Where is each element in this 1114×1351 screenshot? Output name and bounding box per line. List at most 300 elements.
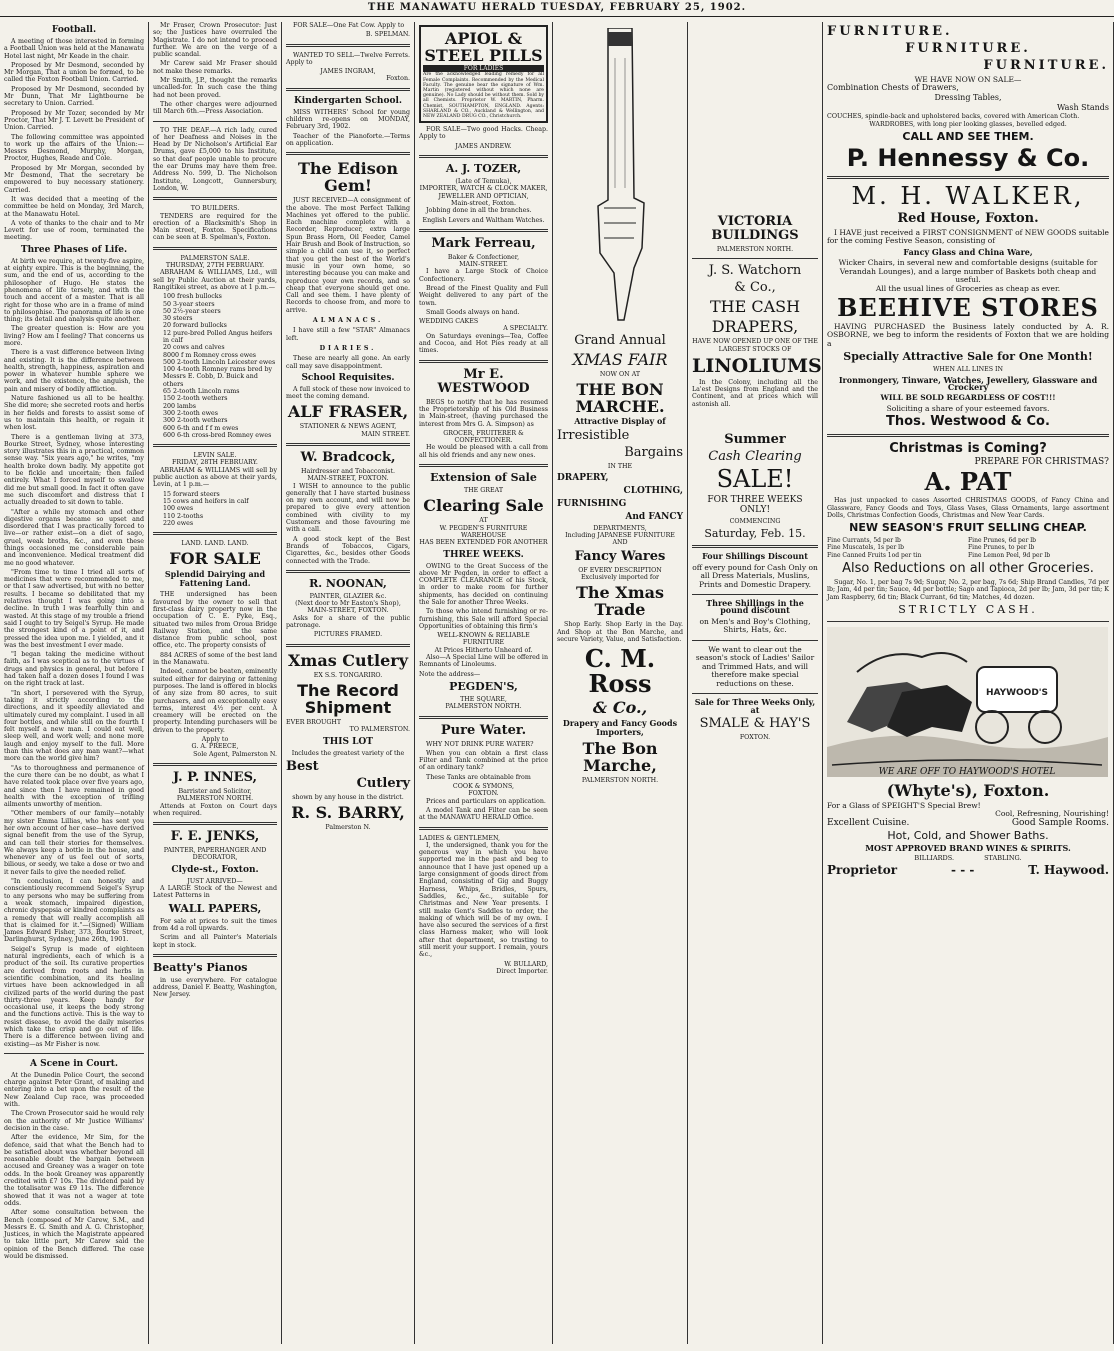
jenks-name: F. E. JENKS, (170, 829, 260, 845)
ladies-role: Direct Importer. (496, 967, 548, 975)
cutlery-heading: Xmas Cutlery (287, 650, 409, 670)
the-cash: THE CASH (709, 297, 801, 317)
hacks-contact: JAMES ANDREW. (455, 142, 512, 150)
paragraph: Mr Smith, J.P., thought the remarks uncalled-for. In such case the thing had not been proved. (153, 77, 277, 99)
noonan-body: Asks for a share of the public patronage. (286, 614, 410, 630)
noonan-name: R. NOONAN, (309, 576, 387, 590)
ferreau-cakes: WEDDING CAKES (419, 318, 479, 326)
apiol-ad (419, 25, 548, 123)
extension-three-weeks: THREE WEEKS. (443, 549, 524, 560)
land-agent: G. A. PREECE, (191, 743, 239, 751)
in-the: IN THE (607, 462, 633, 470)
divider (419, 155, 548, 158)
palmerston-sale-heading: PALMERSTON SALE. (180, 254, 250, 262)
phases-title: Three Phases of Life. (20, 244, 128, 255)
column-6 (688, 22, 823, 1344)
extension-prices: At Prices Hitherto Unheard of. (434, 646, 533, 654)
column-4 (415, 22, 553, 1344)
pegden-name: PEGDEN'S, (449, 679, 518, 693)
land-body: THE undersigned has been favoured by the owner to sell that first-class dairy property now in the occupation of C. E. Pyke, Esq., situated two miles from Oroua Bridge Railway Station, and the same distance from public school, post office, etc. The property consists of (153, 591, 277, 650)
summer: Summer (724, 432, 786, 448)
irresistible: Irresistible (557, 427, 630, 443)
list-item: 220 ewes (163, 519, 194, 527)
divider (286, 88, 410, 91)
westwood-name: Mr E. WESTWOOD (437, 366, 530, 396)
xmas-fair: XMAS FAIR (572, 350, 668, 369)
list-item: 15 cows and heifers in calf (163, 497, 249, 505)
school-body: A full stock of these now invoiced to meet the coming demand. (286, 385, 410, 401)
apiol-body: Are the acknowledged leading remedy for all Female Complaints. Recommended by the Medical Faculty. The genuine bear the signature of Wm. Martin (registered without which none are genuine). No Lady should be without them. Sold by all Chemists. Proprietor W. MARTIN, Pharm. Chemist, SOUTHAMPTON, ENGLAND. Agents: SHARLAND & CO., Auckland & Wellington, and NEW ZEALAND DRUG CO., Christchurch. (423, 72, 544, 119)
levin-sale-date: FRIDAY, 28TH FEBRUARY. (172, 459, 258, 467)
paragraph: The other charges were adjourned till March 6th.—Press Association. (153, 100, 277, 116)
attractive-display: Attractive Display of (574, 416, 666, 427)
water-who: COOK & SYMONS, (452, 783, 515, 791)
paragraph: There is a vast difference between living and existing. It is the difference between health, strength, happiness, aspiration and power in whatever humble sphere we work, and the existence, the anguish, the pain and misery of bodily affliction. (4, 349, 144, 393)
paragraph: The Crown Prosecutor said he would rely on the authority of Mr Justice Williams' decision in the case. (4, 1110, 144, 1132)
paragraph: Nature fashioned us all to be healthy. She did more; she secreted roots and herbs in her fields and forests to assist some of us to maintain this health, or regain it when lost. (4, 395, 144, 432)
hennessy: P. Hennessy & Co. (846, 143, 1090, 172)
palmerston-sale-intro: ABRAHAM & WILLIAMS, Ltd., will sell by Public Auction at their yards, Rangitikei street, as above at 1 p.m.— (153, 269, 277, 291)
list-item: 600 6-th and f f m ewes (163, 424, 239, 432)
victoria-buildings: VICTORIA BUILDINGS (711, 214, 799, 243)
exclusively-imported: Exclusively imported for (580, 574, 660, 582)
divider (153, 763, 277, 766)
bradcock-address: MAIN-STREET, FOXTON. (307, 475, 389, 483)
innes-place: PALMERSTON NORTH. (176, 795, 254, 803)
list-item: 150 2-tooth wethers (163, 395, 228, 403)
list-item: 200 lambs (163, 402, 197, 410)
ferreau-body-3: Small Goods always on hand. (426, 308, 520, 316)
extension-extended: HAS BEEN EXTENDED FOR ANOTHER (419, 539, 548, 547)
couches: COUCHES, spindle-back and upholstered backs, covered with American Cloth. (827, 113, 1080, 121)
barry-name: R. S. BARRY, (291, 803, 405, 823)
water-body: When you can obtain a first class Filter and Tank combined at the price of an ordinary tank? (419, 749, 548, 772)
water-place: FOXTON. (468, 790, 499, 798)
haywood-banner: WE ARE OFF TO HAYWOOD'S HOTEL (878, 766, 1056, 777)
kindergarten-heading: Kindergarten School. (293, 95, 403, 106)
extension-where: W. PEGDEN'S FURNITURE WAREHOUSE (439, 524, 528, 539)
list-item: 8000 f m Romney cross ewes (163, 351, 257, 359)
cash-clearing: Cash Clearing (708, 449, 802, 465)
wines-spirits: MOST APPROVED BRAND WINES & SPIRITS. (865, 843, 1071, 854)
masthead: THE MANAWATU HERALD TUESDAY, FEBRUARY 25, 1902. (0, 0, 1114, 17)
record-heading: The Record Shipment (297, 680, 399, 717)
list-item: Fine Prunes, to per lb (968, 544, 1035, 552)
red-house: Red House, Foxton. (897, 210, 1039, 226)
paragraph: "Other members of our family—notably my sister Emma Lillias, who has sent you her own account of her case—have derived signal benefit from the use of the Syrup, and can tell their stories for themselves. We always keep a bottle in the house, and whenever any of us feel out of sorts, bilious, or seedy, we take a dose or two and it never fails to give the needed relief. (4, 810, 144, 876)
pegden-square: THE SQUARE, (460, 695, 507, 703)
land-apply: Apply to (201, 736, 229, 744)
a-pat: A. PAT (924, 467, 1012, 497)
cow-ad: FOR SALE—One Fat Cow. Apply to (293, 22, 405, 29)
paragraph: It was decided that a meeting of the committee be held on Monday, 3rd March, at the Manawatu Hotel. (4, 195, 144, 218)
palmerston-north: PALMERSTON NORTH. (581, 777, 659, 785)
extension-heading: Extension of Sale (430, 471, 537, 485)
paragraph: After the evidence, Mr Sim, for the defence, said that what the Bench had to be satisfied about was whether beyond all reasonable doubt the bargain between accused and Greaney was a wager on tote odds. In the book Greaney was apparently credited with £7 10s. The dividend paid by the totalisator was £9 11s. The difference showed that it was not a wager at tote odds. (4, 1134, 144, 1207)
list-item: Fine Currants, 5d per lb (827, 537, 901, 545)
wash-stands: Wash Stands (1057, 103, 1109, 113)
proprietor-name: T. Haywood. (1028, 862, 1109, 877)
sugar-list: Sugar, No. 1, per bag 7s 9d; Sugar, No. 2, per bag, 7s 6d; Ship Brand Candles, 7d per lb; Jam, 4d per tin; Sauce, 4d per bottle; Sago and Tapioca, 2d per lb; Jam, 3d per tin; K Jam Raspberry, 6d tin; Black Currant, 6d tin; Matches, 4d dozen. (827, 579, 1109, 601)
including-japanese: Including JAPANESE FURNITURE (565, 532, 675, 540)
list-item: 65 2-tooth Lincoln rams (163, 388, 240, 396)
coach-sign-text: HAYWOOD'S (985, 687, 1049, 698)
bradcock-role: Hairdresser and Tobacconist. (300, 467, 396, 475)
list-item: 15 forward steers (163, 490, 220, 498)
ferreau-specialty: A SPECIALTY. (503, 325, 548, 333)
tozer-role-2: JEWELLER AND OPTICIAN, (438, 192, 529, 200)
wicker-chairs: Wicker Chairs, in several new and comfortable designs (suitable for Verandah Lounges), and a large number of Baskets both cheap and useful. (838, 258, 1098, 285)
almanacs-body: I have still a few "STAR" Almanacs left. (286, 327, 410, 342)
we-have-on-sale: WE HAVE NOW ON SALE— (914, 75, 1022, 84)
will-be-sold: WILL BE SOLD REGARDLESS OF COST!!! (880, 393, 1056, 403)
four-shillings-body: off every pound for Cash Only on all Dress Materials, Muslins, Prints and Domestic Drapery. (692, 562, 818, 589)
list-item: Fine Muscatels, 1s per lb (827, 544, 904, 552)
bradcock-body-2: A good stock kept of the Best Brands of Tobaccos, Cigars, Cigarettes, &c., besides other Goods connected with the Trade. (286, 535, 410, 565)
furnishing: FURNISHING (557, 498, 627, 509)
bargains: Bargains (624, 444, 683, 460)
linoliums: LINOLIUMS (692, 354, 822, 377)
almanacs-heading: ALMANACS. (312, 317, 384, 325)
kindergarten-body-2: Teacher of the Pianoforte.—Terms on application. (286, 132, 410, 147)
call-and-see: CALL AND SEE THEM. (902, 129, 1034, 143)
list-item: Fine Prunes, 6d per lb (968, 537, 1036, 545)
thos-westwood: Thos. Westwood & Co. (886, 413, 1050, 429)
tozer-name: A. J. TOZER, (445, 162, 522, 176)
school-heading: School Requisites. (301, 372, 395, 383)
christmas-coming: Christmas is Coming? (889, 440, 1047, 456)
ferreau-role: Baker & Confectioner, (447, 253, 520, 261)
ferreau-body: I have a Large Stock of Choice Confectionery. (419, 268, 548, 283)
paragraph: The greater question is: How are you living? How am I feeling? That concerns us more. (4, 325, 144, 347)
divider (153, 247, 277, 250)
noonan-pictures: PICTURES FRAMED. (313, 631, 383, 639)
kindergarten-body: MISS WITHERS' School for young children re-opens on MONDAY, February 3rd, 1902. (286, 108, 410, 131)
paragraph: "I began taking the medicine without faith, as I was sceptical as to the virtues of drugs and physics in general, but before I had taken half a dozen doses I found I was on the right track at last. (4, 651, 144, 688)
clear-out: We want to clear out the season's stock of Ladies' Sailor and Trimmed Hats, and will therefore make special reductions on these. (695, 644, 815, 688)
builders-body: TENDERS are required for the erection of a Blacksmith's Shop in Main street, Foxton. Specifications can be seen at B. Spelman's, Foxton. (153, 212, 277, 242)
land-for-sale: FOR SALE (169, 549, 261, 569)
stabling: STABLING. (984, 854, 1022, 863)
furniture-2: FURNITURE. (905, 41, 1031, 56)
divider (153, 532, 277, 535)
bon-marche-2: The Bon Marche, (582, 739, 658, 776)
barry-place: Palmerston N. (325, 824, 371, 832)
fraser-address: MAIN STREET. (361, 430, 410, 438)
extension-note: Note the address— (419, 670, 481, 678)
deaf-notice: TO THE DEAF.—A rich lady, cured of her Deafness and Noises in the Head by Dr Nicholson's Artificial Ear Drums, gave £5,000 to his Institute, so that deaf people unable to procure the ear Drums may have them free. Address No. 599, D. The Nicholson Institute, Longcott, Gunnersbury, London, W. (153, 126, 277, 192)
three-weeks-only: FOR THREE WEEKS ONLY! (707, 495, 803, 516)
water-body-2: These Tanks are obtainable from (426, 773, 531, 781)
pointing-hand-down-icon (590, 28, 650, 328)
list-item: 500 2-tooth Lincoln Leicester ewes (163, 358, 276, 366)
ladies-heading: LADIES & GENTLEMEN, (419, 834, 501, 842)
every-description: OF EVERY DESCRIPTION (578, 566, 662, 574)
now-on-at: NOW ON AT (599, 371, 641, 378)
list-item: 30 steers (163, 315, 193, 323)
column-5 (553, 22, 688, 1344)
water-body-4: A model Tank and Filter can be seen at the MANAWATU HERALD Office. (419, 806, 548, 822)
prepare-christmas: PREPARE FOR CHRISTMAS? (974, 456, 1109, 467)
smale-hay: SMALE & HAY'S (699, 715, 811, 731)
paragraph: There is a gentleman living at 373, Bourke Street, Sydney, whose interesting story illustrates this in a practical, common sense way. "Six years ago," he writes, "my health broke down badly. My appetite got to be fickle and uncertain; then failed entirely. What I forced myself to swallow did me but small good. In fact it often gave me such discomfort and distress that I actually dreaded to sit down to table. (4, 433, 144, 507)
column-1 (0, 22, 149, 1344)
speights: For a Glass of SPEIGHT'S Special Brew! (827, 801, 981, 811)
divider (4, 1053, 144, 1054)
westwood-role: GROCER, FRUITERER & CONFECTIONER. (443, 429, 524, 445)
innes-role: Barrister and Solicitor, (178, 787, 252, 795)
divider (692, 693, 818, 694)
fruit-list (827, 537, 1109, 559)
record-sub: EVER BROUGHT (286, 718, 342, 726)
divider (153, 444, 277, 447)
ferreau-address: MAIN-STREET. (459, 261, 508, 269)
drapery-importers: Drapery and Fancy Goods Importers, (562, 718, 678, 738)
levin-sale-heading: LEVIN SALE. (193, 452, 237, 460)
paragraph: Seigel's Syrup is made of eighteen natural ingredients, each of which is a product of the soil. Its curative properties are derived from roots and herbs in scientific combination, and its healing virtues have been acknowledged in all civilized parts of the world during the past thirty-three years. Keep handy for occasional use, it keeps the body strong and the functions active. This is the way to resist disease, to avoid the daily miseries which take the crisp and go out of life. There is a difference between living and existing—as Mr Fisher is now. (4, 945, 144, 1048)
divider (419, 827, 548, 830)
ferrets-ad-contact: JAMES INGRAM, (320, 68, 376, 76)
land-acres: 884 ACRES of some of the best land in the Manawatu. (153, 651, 277, 667)
furniture-3: FURNITURE. (983, 58, 1109, 73)
list-item: 50 3-year steers (163, 300, 215, 308)
paragraph: "After a while my stomach and other digestive organs became so upset and disordered that I was practically forced to live—or rather exist—on a diet of sago, gruel, weak broths, &c., and even these things occasioned me considerable pain and inconvenience. Medical treatment did me no good whatever. (4, 508, 144, 567)
paragraph: At the Dunedin Police Court, the second charge against Peter Grant, of making and entering into a bet upon the result of the New Zealand Cup race, was proceeded with. (4, 1071, 144, 1109)
and-text: AND (612, 539, 628, 547)
ironmongery: Ironmongery, Tinware, Watches, Jewellery, Glassware and Crockery (838, 374, 1098, 393)
lot-body: Includes the greatest variety of the (291, 749, 405, 757)
divider (286, 44, 410, 47)
divider (827, 176, 1109, 179)
divider (419, 360, 548, 363)
usual-lines: All the usual lines of Groceries as cheap as ever. (875, 283, 1061, 293)
paragraph: A meeting of those interested in forming a Football Union was held at the Manawatu Hotel last night, Mr Keade in the chair. (4, 38, 144, 60)
cutlery-ship: EX S.S. TONGARIRO. (313, 671, 383, 679)
clothing: CLOTHING, (623, 485, 683, 496)
jenks-wall-papers: WALL PAPERS, (168, 901, 262, 915)
dressing-tables: Dressing Tables, (934, 93, 1002, 103)
specially-attractive: Specially Attractive Sale for One Month! (843, 350, 1093, 364)
bradcock-body: I WISH to announce to the public generally that I have started business on my own account, and will now be prepared to give every attention combined with civility to my Customers and those favouring me with a call. (286, 482, 410, 534)
sale-three-weeks: Sale for Three Weeks Only, at (694, 697, 816, 715)
paragraph: "In short, I persevered with the Syrup, taking it strictly according to the directions, and it speedily alleviated and ultimately cured my complaint. I used in all four bottles, and while still on the fourth I felt myself a new man. I could eat well, sleep well, and work well; and none more laugh and enjoy myself to the full. More than this what does any man want?—what more can the world give him? (4, 689, 144, 763)
saturday-date: Saturday, Feb. 15. (704, 527, 806, 541)
hotel-amenities (827, 817, 1109, 828)
fancy-glass: Fancy Glass and China Ware, (903, 246, 1033, 257)
diaries-body: These are nearly all gone. An early call may save disappointment. (286, 355, 410, 370)
divider (827, 434, 1109, 437)
furniture-1: FURNITURE. (827, 24, 953, 39)
divider (419, 464, 548, 467)
column-3 (282, 22, 415, 1344)
edison-heading: The Edison Gem! (297, 159, 399, 196)
paragraph: Proposed by Mr Morgan, seconded by Mr Desmond, That the secretary be empowered to buy necessary stationery. Carried. (4, 164, 144, 194)
tozer-address: Main-street, Foxton. (451, 199, 516, 207)
paragraph: Proposed by Mr Desmond, seconded by Mr Morgan, That a union be formed, to be called the Foxton Football Union. Carried. (4, 61, 144, 84)
wardrobes: WARDROBES, with long pier looking glasses, bevelled edged. (869, 120, 1067, 128)
new-fruit: NEW SEASON'S FRUIT SELLING CHEAP. (849, 521, 1087, 535)
paragraph: Mr Fraser, Crown Prosecutor: Just so; the Justices have overruled the Magistrate. I do not intend to proceed further. We are on the verge of a public scandal. (153, 22, 277, 59)
a-pat-body: Has just unpacked to cases Assorted CHRISTMAS GOODS, of Fancy China and Glassware, Fancy Goods and Toys, Glass Vases, Glass Ornaments, large assortment Dolls, Christmas Confection Goods, Christmas and New Year Cards. (827, 497, 1109, 519)
ladies-signature: W. BULLARD, (504, 960, 548, 968)
spacer (692, 410, 818, 430)
list-item: 600 6-th cross-bred Romney ewes (163, 431, 272, 439)
ferreau-name: Mark Ferreau, (431, 235, 536, 251)
divider (153, 954, 277, 957)
drapers: DRAPERS, (711, 317, 799, 337)
commencing: COMMENCING (729, 518, 781, 526)
divider (827, 621, 1109, 622)
paragraph: Mr Carew said Mr Fraser should not make these remarks. (153, 60, 277, 75)
ferrets-ad-place: Foxton. (386, 75, 410, 83)
list-item: 100 fresh bullocks (163, 293, 222, 301)
extension-body: OWING to the Great Success of the above Mr Pegden, in order to effect a COMPLETE CLEARANCE of his Stock, in order to make room for further shipments, has decided on continuing the Sale for another Three Weeks. (419, 562, 548, 606)
proprietor-label: Proprietor (827, 862, 898, 877)
westwood-body-2: He would be pleased with a call from all his old friends and any new ones. (419, 444, 548, 459)
three-shillings: Three Shillings in the pound discount (706, 598, 804, 616)
paragraph: "From time to time I tried all sorts of medicines that were recommended to me, or that I saw advertised, but with no better results. I became so debilitated that my relatives thought I was going into a decline. In truth I was fearfully thin and wasted. At this stage of my trouble a friend said I ought to try Seigel's Syrup. He made the strongest kind of a point of it, and pressed the idea upon me. I yielded, and it was the best investment I ever made. (4, 568, 144, 649)
beatty-name: Beatty's Pianos (153, 960, 248, 974)
best-text: Best (286, 758, 319, 774)
grand-annual: Grand Annual (574, 333, 666, 348)
list-item: 300 2-tooth ewes (163, 409, 218, 417)
water-body-3: Prices and particulars on application. (426, 797, 546, 805)
sale-heading: SALE! (716, 465, 794, 494)
jenks-arrived: JUST ARRIVED— (187, 877, 243, 885)
divider (692, 258, 818, 259)
list-item: 20 cows and calves (163, 344, 225, 352)
water-question: WHY NOT DRINK PURE WATER? (426, 740, 534, 748)
hacks-ad: FOR SALE—Two good Hacks. Cheap. Apply to (419, 126, 548, 141)
coach-horses-illustration (827, 627, 1108, 777)
ladies-body: I, the undersigned, thank you for the generous way in which you have supported me in the past and beg to announce that I have just opened up a large consignment of goods direct from England, consisting of Gig and Buggy Harness, Whips, Bridles, Spurs, Saddles, &c., &c., suitable for Christmas and New Year presents. I still make Gent's Saddles to order, the making of which will be of my own. I have also secured the services of a first class Harness maker, who will look after that department, so trusting to still merit your support. I remain, yours &c., (419, 841, 548, 959)
divider (692, 640, 818, 641)
innes-note: Attends at Foxton on Court days when required. (153, 802, 277, 817)
soliciting: Soliciting a share of your esteemed favors. (886, 403, 1050, 413)
football-title: Football. (51, 25, 97, 35)
extension-great: THE GREAT (463, 487, 504, 495)
watchorn-co: & Co., (734, 280, 776, 296)
having-purchased: HAVING PURCHASED the Business lately conducted by A. R. OSBORNE, we beg to inform the residents of Foxton that we are holding a (827, 321, 1109, 348)
apiol-sub: FOR LADIES (423, 65, 544, 72)
departments: DEPARTMENTS, (593, 524, 647, 532)
whytes-foxton: (Whyte's), Foxton. (886, 781, 1050, 801)
cutlery-text: Cutlery (356, 775, 410, 791)
builders-heading: TO BUILDERS. (190, 205, 240, 213)
list-item: 50 2½-year steers (163, 307, 221, 315)
baths: Hot, Cold, and Shower Baths. (887, 829, 1049, 843)
four-shillings: Four Shillings Discount (702, 551, 808, 562)
cm-ross: C. M. Ross (584, 644, 656, 699)
football-article (4, 38, 144, 242)
billiards-stabling (827, 855, 1109, 862)
paragraph: "In conclusion, I can honestly and conscientiously recommend Seigel's Syrup to any persons who may be suffering from a weak stomach, impaired digestion, chronic dyspepsia or kindred complaints as a remedy that will really accomplish all that is claimed for it."—(Signed) William James Edward Fisher, 373, Bourke Street, Darlinghurst, Sydney, June 26th, 1901. (4, 878, 144, 944)
divider (692, 594, 818, 595)
tozer-late: (Late of Temuka), (455, 178, 512, 186)
shop-early: Shop Early. Shop Early in the Day. And Shop at the Bon Marche, and secure Variety, Value, and Satisfaction. (557, 621, 683, 643)
edison-body: JUST RECEIVED—A consignment of the above. The most Perfect Talking Machines yet offered to the public. Each machine complete with a Recorder, Reproducer, extra large Spun Brass Horn, Oil Feeder, Camel Hair Brush and Book of Instruction, so simple a child can use it, so perfect that you get the best of the World's music in your own home, so interesting because you can make and reproduce your own records, and so cheap that everyone should get one. Call and see them. I have plenty of Records to choose from, and more to arrive. (286, 197, 410, 314)
beatty-body: in use everywhere. For catalogue address, Daniel F. Beatty, Washington, New Jersey. (153, 976, 277, 999)
proprietor-line (827, 862, 1109, 877)
divider (419, 716, 548, 719)
spacer (692, 22, 818, 212)
three-shillings-body: on Men's and Boy's Clothing, Shirts, Hats, &c. (699, 616, 811, 635)
divider (286, 443, 410, 446)
tozer-body-2: English Levers and Waltham Watches. (422, 216, 545, 224)
victoria-place: PALMERSTON NORTH. (716, 246, 794, 253)
drapery: DRAPERY, (557, 472, 609, 483)
jenks-address: Clyde-st., Foxton. (171, 864, 259, 875)
tozer-body: Jobbing done in all the branches. (426, 207, 532, 215)
column-2 (149, 22, 282, 1344)
ross-co: & Co., (592, 698, 648, 718)
also-reductions: Also Reductions on all other Groceries. (842, 561, 1094, 577)
shown-text: shown by any house in the district. (292, 793, 404, 801)
fraser-name: ALF FRASER, (287, 402, 409, 422)
record-sub-2: TO PALMERSTON. (349, 726, 410, 734)
paragraph: After some consultation between the Bench (composed of Mr Carew, S.M., and Messrs E. G. Smith and A. G. Christopher, Justices, in which the Magistrate appeared to take little part, Mr Carew said the opinion of the Bench differed. The case would be dismissed. (4, 1209, 144, 1261)
lot-heading: THIS LOT (323, 736, 373, 747)
beehive-stores: BEEHIVE STORES (837, 292, 1099, 322)
bradcock-name: W. Bradcock, (300, 449, 396, 465)
ferrets-ad: WANTED TO SELL—Twelve Ferrets. Apply to (286, 51, 410, 66)
jenks-role: PAINTER, PAPERHANGER AND DECORATOR, (163, 847, 267, 862)
fraser-role: STATIONER & NEWS AGENT, (299, 423, 397, 431)
when-all-lines: WHEN ALL LINES IN (932, 366, 1004, 374)
fancy-wares: Fancy Wares (574, 548, 666, 564)
noonan-address: (Next door to Mr Easton's Shop), MAIN-STREET, FOXTON. (295, 600, 401, 615)
divider (419, 229, 548, 232)
phases-article (4, 258, 144, 1048)
cool-refreshing: Cool, Refresning, Nourishing! (995, 808, 1109, 818)
ferreau-body-2: Bread of the Finest Quality and Full Weight delivered to any part of the town. (419, 284, 548, 307)
foxton: FOXTON. (739, 733, 771, 741)
pegden-place: PALMERSTON NORTH. (445, 703, 522, 711)
jenks-body-3: Scrim and all Painter's Materials kept in stock. (153, 934, 277, 949)
list-item: 20 forward bullocks (163, 322, 227, 330)
bon-marche: THE BON MARCHE. (575, 380, 665, 417)
diaries-heading: DIARIES. (319, 344, 377, 352)
strictly-cash: STRICTLY CASH. (898, 602, 1038, 616)
watchorn-name: J. S. Watchorn (708, 263, 802, 279)
water-heading: Pure Water. (440, 722, 527, 738)
levin-sale-list (153, 491, 277, 527)
divider (153, 822, 277, 825)
list-item: Fine Lemon Peel, 9d per lb (968, 551, 1051, 559)
ferreau-body-4: On Saturdays evenings—Tea, Coffee and Cocoa, and Hot Pies ready at all times. (419, 332, 548, 355)
paragraph: The following committee was appointed to work up the affairs of the Union:—Messrs Desmond, Murphy, Morgan, Proctor, Hughes, Reade and Cole. (4, 133, 144, 163)
proprietor-dashes: - - - (951, 862, 975, 877)
list-item: 100 ewes (163, 505, 194, 513)
divider (153, 197, 277, 200)
combination-chests: Combination Chests of Drawers, (827, 83, 959, 93)
land-subtitle: Splendid Dairying and Fattening Land. (164, 569, 266, 589)
divider (286, 570, 410, 573)
paragraph: Proposed by Mr Desmond, seconded by Mr Dunn, That Mr Lightbourne be secretary to Union. Carried. (4, 85, 144, 108)
extension-well-known: WELL-KNOWN & RELIABLE FURNITURE (437, 632, 530, 647)
land-agent-2: Sole Agent, Palmerston N. (193, 750, 277, 758)
sample-rooms: Good Sample Rooms. (1011, 817, 1109, 828)
list-item: Fine Canned Fruits 1od per tin (827, 551, 922, 559)
cow-ad-contact: B. SPELMAN. (365, 31, 410, 39)
jenks-body-2: For sale at prices to suit the times from 4d a roll upwards. (153, 917, 277, 932)
extension-body-2: To those who intend furnishing or re-furnishing, this Sale will afford Special Opportunities of obtaining this firm's (419, 608, 548, 630)
paragraph: Proposed by Mr Tozer, seconded by Mr Proctor, That Mr J. T. Levett be President of Union. Carried. (4, 109, 144, 132)
extension-also: Also—A Special Line will be offered in Remnants of Linoleums. (419, 654, 548, 669)
walker-name: M. H. WALKER, (851, 181, 1085, 210)
billiards: BILLIARDS. (914, 854, 955, 863)
divider (286, 152, 410, 155)
